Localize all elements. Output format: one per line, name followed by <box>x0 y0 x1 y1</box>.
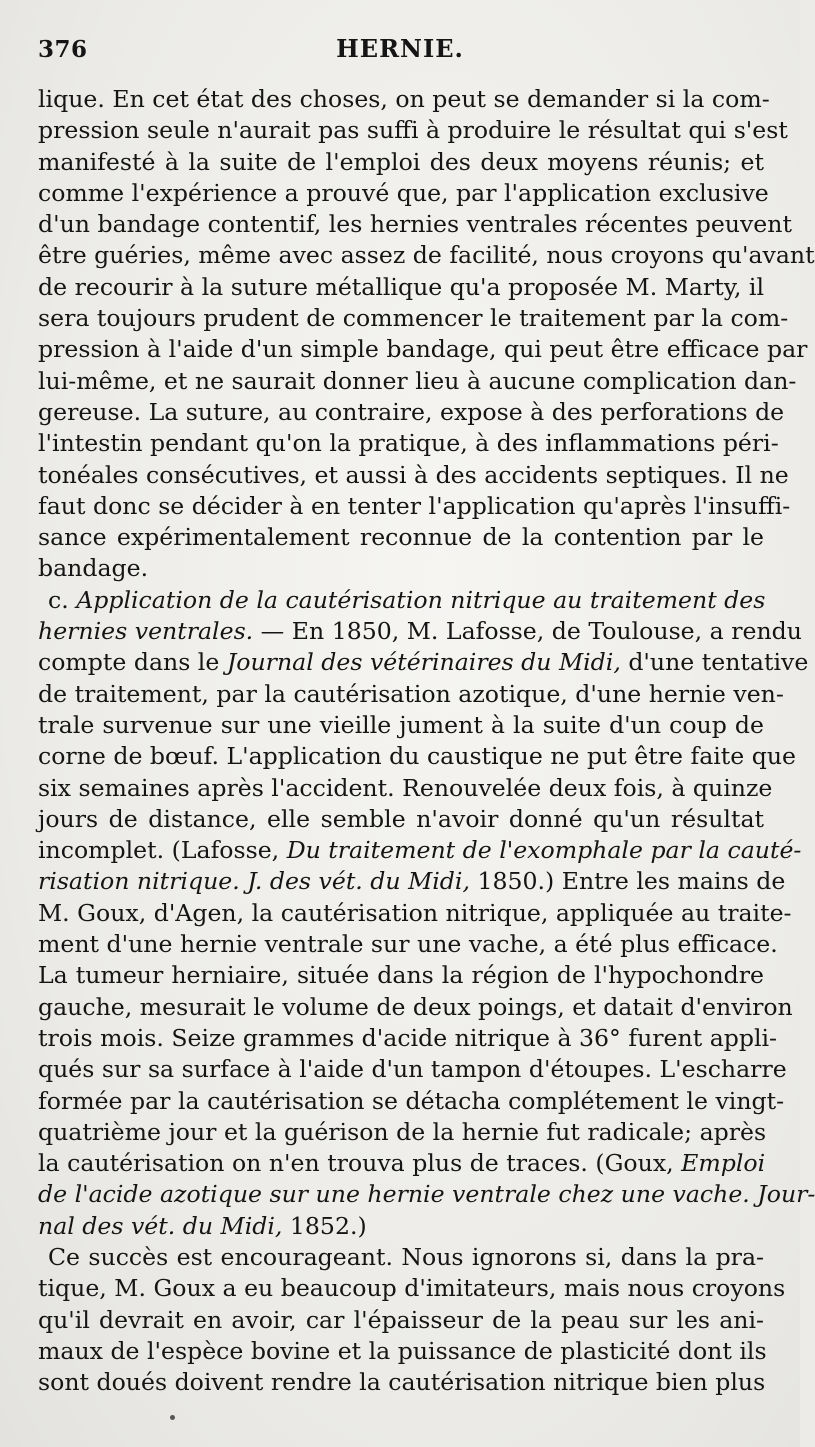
text-segment: sance expérimentalement reconnue de la contention par le <box>38 523 764 552</box>
text-segment: la cautérisation on n'en trouva plus de traces. (Goux, <box>38 1149 682 1178</box>
italic-text: de l'acide azotique sur une hernie ventrale chez une vache. Jour- <box>38 1180 815 1209</box>
text-segment: faut donc se décider à en tenter l'application qu'après l'insuffi- <box>38 491 791 520</box>
italic-text: Journal des vétérinaires du Midi, <box>226 648 621 677</box>
text-segment: six semaines après l'accident. Renouvelée deux fois, à quinze <box>38 773 773 802</box>
text-segment: manifesté à la suite de l'emploi des deux moyens réunis; et <box>38 147 764 176</box>
text-line <box>38 647 809 678</box>
text-line <box>38 1336 767 1367</box>
text-segment: jours de distance, elle semble n'avoir donné qu'un résultat <box>38 804 764 833</box>
text-line <box>38 553 764 584</box>
text-line <box>38 585 764 616</box>
text-line <box>38 1054 787 1085</box>
italic-text: hernies ventrales. <box>38 617 254 646</box>
printer-mark <box>170 1415 175 1420</box>
text-segment: Ce succès est encourageant. Nous ignorons si, dans la pra- <box>48 1242 764 1271</box>
text-segment: l'intestin pendant qu'on la pratique, à des inflammations péri- <box>38 429 779 458</box>
text-line <box>38 240 815 271</box>
text-segment: La tumeur herniaire, située dans la région de l'hypochondre <box>38 961 764 990</box>
text-segment: comme l'expérience a prouvé que, par l'application exclusive <box>38 178 769 207</box>
text-line <box>38 866 786 897</box>
text-line <box>38 1273 786 1304</box>
text-segment: bandage. <box>38 554 149 583</box>
text-line <box>38 178 769 209</box>
text-line <box>38 147 764 178</box>
text-segment: gereuse. La suture, au contraire, expose à des perforations de <box>38 397 785 426</box>
text-line <box>38 616 802 647</box>
italic-text: Application de la cautérisation nitrique au traitement des <box>76 585 766 614</box>
text-segment: formée par la cautérisation se détacha complétement le vingt- <box>38 1086 785 1115</box>
text-line <box>38 835 802 866</box>
text-line <box>38 428 779 459</box>
text-segment: lique. En cet état des choses, on peut se demander si la com- <box>38 85 770 113</box>
text-segment: gauche, mesurait le volume de deux poings, et datait d'environ <box>38 992 793 1021</box>
text-segment: pression à l'aide d'un simple bandage, qui peut être efficace par <box>38 335 808 364</box>
text-segment: compte dans le <box>38 648 227 677</box>
text-line <box>38 272 764 303</box>
text-line <box>38 1086 785 1117</box>
text-line <box>38 397 785 428</box>
text-segment: trale survenue sur une vieille jument à la suite d'un coup de <box>38 710 764 739</box>
text-line <box>38 303 789 334</box>
text-segment: sont doués doivent rendre la cautérisation nitrique bien plus <box>38 1368 766 1397</box>
text-line <box>38 898 792 929</box>
text-line <box>38 460 789 491</box>
text-line <box>38 992 793 1023</box>
text-segment: 1852.) <box>282 1211 367 1240</box>
text-line <box>38 741 797 772</box>
text-segment: 1850.) Entre les mains de <box>469 867 786 896</box>
text-segment: tonéales consécutives, et aussi à des accidents septiques. Il ne <box>38 460 789 489</box>
text-segment: être guéries, même avec assez de facilité, nous croyons qu'avant <box>38 241 815 270</box>
text-segment: d'une tentative <box>620 648 809 677</box>
italic-text: nal des vét. du Midi, <box>38 1211 283 1240</box>
text-line <box>38 522 764 553</box>
text-segment: trois mois. Seize grammes d'acide nitrique à 36° furent appli- <box>38 1023 778 1052</box>
text-line <box>38 334 808 365</box>
text-segment: sera toujours prudent de commencer le traitement par la com- <box>38 304 789 333</box>
text-segment: — En 1850, M. Lafosse, de Toulouse, a rendu <box>253 617 802 646</box>
text-segment: quatrième jour et la guérison de la hernie fut radicale; après <box>38 1117 767 1146</box>
text-line <box>38 115 788 146</box>
text-segment: pression seule n'aurait pas suffi à produire le résultat qui s'est <box>38 116 788 145</box>
text-line <box>38 491 791 522</box>
text-line <box>38 1023 778 1054</box>
body-text <box>38 84 815 1398</box>
text-line <box>38 1367 764 1398</box>
text-line <box>38 1242 764 1273</box>
text-segment: tique, M. Goux a eu beaucoup d'imitateurs, mais nous croyons <box>38 1274 786 1303</box>
text-segment: qués sur sa surface à l'aide d'un tampon d'étoupes. L'escharre <box>38 1055 787 1084</box>
text-segment: c. <box>48 585 77 614</box>
text-line <box>38 1148 764 1179</box>
text-line <box>38 1305 764 1336</box>
italic-text: risation nitrique. J. des vét. du Midi, <box>38 867 470 896</box>
italic-text: Du traitement de l'exomphale par la cauté- <box>286 836 802 865</box>
text-segment: incomplet. (Lafosse, <box>38 836 287 865</box>
text-segment: lui-même, et ne saurait donner lieu à aucune complication dan- <box>38 366 797 395</box>
text-line <box>38 710 764 741</box>
text-line <box>38 804 764 835</box>
text-segment: de traitement, par la cautérisation azotique, d'une hernie ven- <box>38 679 784 708</box>
text-line <box>38 679 784 710</box>
running-head: HERNIE. <box>336 34 464 63</box>
text-segment: ment d'une hernie ventrale sur une vache, a été plus efficace. <box>38 930 778 959</box>
text-line <box>38 773 773 804</box>
text-segment: M. Goux, d'Agen, la cautérisation nitrique, appliquée au traite- <box>38 898 792 927</box>
text-line <box>38 1179 815 1210</box>
text-segment: d'un bandage contentif, les hernies ventrales récentes peuvent <box>38 210 792 239</box>
text-line <box>38 929 778 960</box>
text-segment: qu'il devrait en avoir, car l'épaisseur de la peau sur les ani- <box>38 1305 764 1334</box>
text-line <box>38 960 764 991</box>
text-line <box>38 366 797 397</box>
text-segment: corne de bœuf. L'application du caustique ne put être faite que <box>38 742 797 771</box>
text-line <box>38 1211 764 1242</box>
italic-text: Emploi <box>681 1149 766 1178</box>
page-header <box>38 34 762 66</box>
text-line <box>38 209 792 240</box>
text-line <box>38 84 770 115</box>
text-segment: de recourir à la suture métallique qu'a proposée M. Marty, il <box>38 272 764 301</box>
text-segment: maux de l'espèce bovine et la puissance de plasticité dont ils <box>38 1336 767 1365</box>
page-number: 376 <box>38 36 88 63</box>
text-line <box>38 1117 767 1148</box>
